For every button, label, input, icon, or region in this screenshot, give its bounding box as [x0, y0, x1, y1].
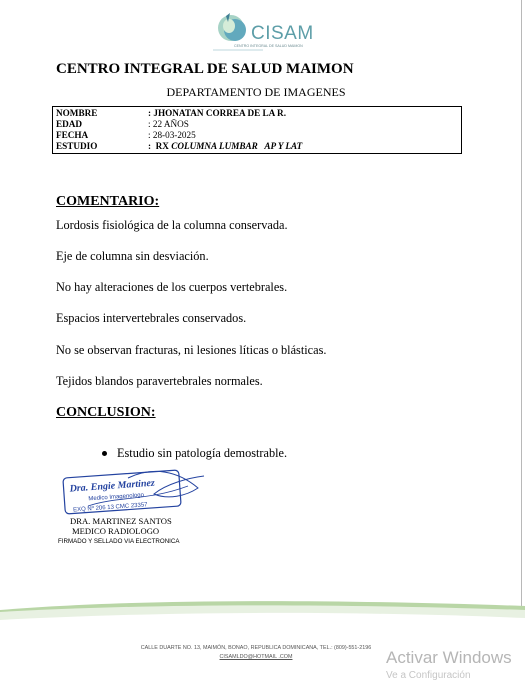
doctor-stamp	[58, 466, 208, 518]
name-value: : JHONATAN CORREA DE LA R.	[148, 108, 286, 118]
cisam-logo	[208, 10, 318, 54]
finding-item: No hay alteraciones de los cuerpos vertebrales.	[56, 280, 288, 294]
stamp-name: Dra. Engie Martinez	[69, 477, 156, 495]
activate-windows-watermark: Activar Windows	[386, 648, 512, 667]
stamp-signature-icon	[58, 466, 208, 518]
age-value: : 22 AÑOS	[148, 119, 189, 129]
study-value: COLUMNA LUMBAR AP Y LAT	[171, 141, 303, 151]
name-label: NOMBRE	[56, 108, 98, 118]
electronic-signature-note: FIRMADO Y SELLADO VIA ELECTRONICA	[58, 538, 180, 545]
doctor-title: MEDICO RADIOLOGO	[72, 526, 160, 536]
footer-address: CALLE DUARTE NO. 13, MAIMÓN, BONAO, REPUBLICA DOMINICANA, TEL.: (809)-551-2196	[140, 645, 372, 651]
center-title: CENTRO INTEGRAL DE SALUD MAIMON	[56, 61, 354, 77]
date-value: : 28-03-2025	[148, 130, 196, 140]
stamp-ids: EXQ Nº 206 13 CMC 23357	[72, 502, 148, 514]
study-prefix: : RX	[148, 141, 172, 151]
finding-item: Eje de columna sin desviación.	[56, 249, 209, 263]
finding-item: Lordosis fisiológica de la columna conservada.	[56, 218, 288, 232]
study-label: ESTUDIO	[56, 141, 98, 151]
study-value-wrap	[148, 141, 302, 152]
logo-name: CISAM	[251, 23, 314, 44]
doctor-name: DRA. MARTINEZ SANTOS	[70, 516, 172, 526]
finding-item: Tejidos blandos paravertebrales normales.	[56, 374, 263, 388]
date-label: FECHA	[56, 130, 89, 140]
department-title: DEPARTAMENTO DE IMAGENES	[166, 85, 346, 99]
age-label: EDAD	[56, 119, 83, 129]
bullet-icon	[102, 451, 107, 456]
stamp-role: Medico Imagenologo	[88, 492, 145, 503]
footer-email[interactable]: CISAMLDO@HOTMAIL .COM	[219, 654, 293, 660]
patient-info-box	[52, 106, 462, 154]
finding-item: No se observan fracturas, ni lesiones líticas o blásticas.	[56, 343, 327, 357]
conclusion-text: Estudio sin patología demostrable.	[117, 446, 288, 460]
logo-subtitle: CENTRO INTEGRAL DE SALUD MAIMON	[234, 44, 303, 48]
finding-item: Espacios intervertebrales conservados.	[56, 311, 247, 325]
activate-windows-sub: Ve a Configuración	[386, 670, 471, 681]
conclusion-heading: CONCLUSION:	[56, 405, 156, 420]
page-border	[521, 0, 522, 678]
comment-heading: COMENTARIO:	[56, 194, 160, 209]
